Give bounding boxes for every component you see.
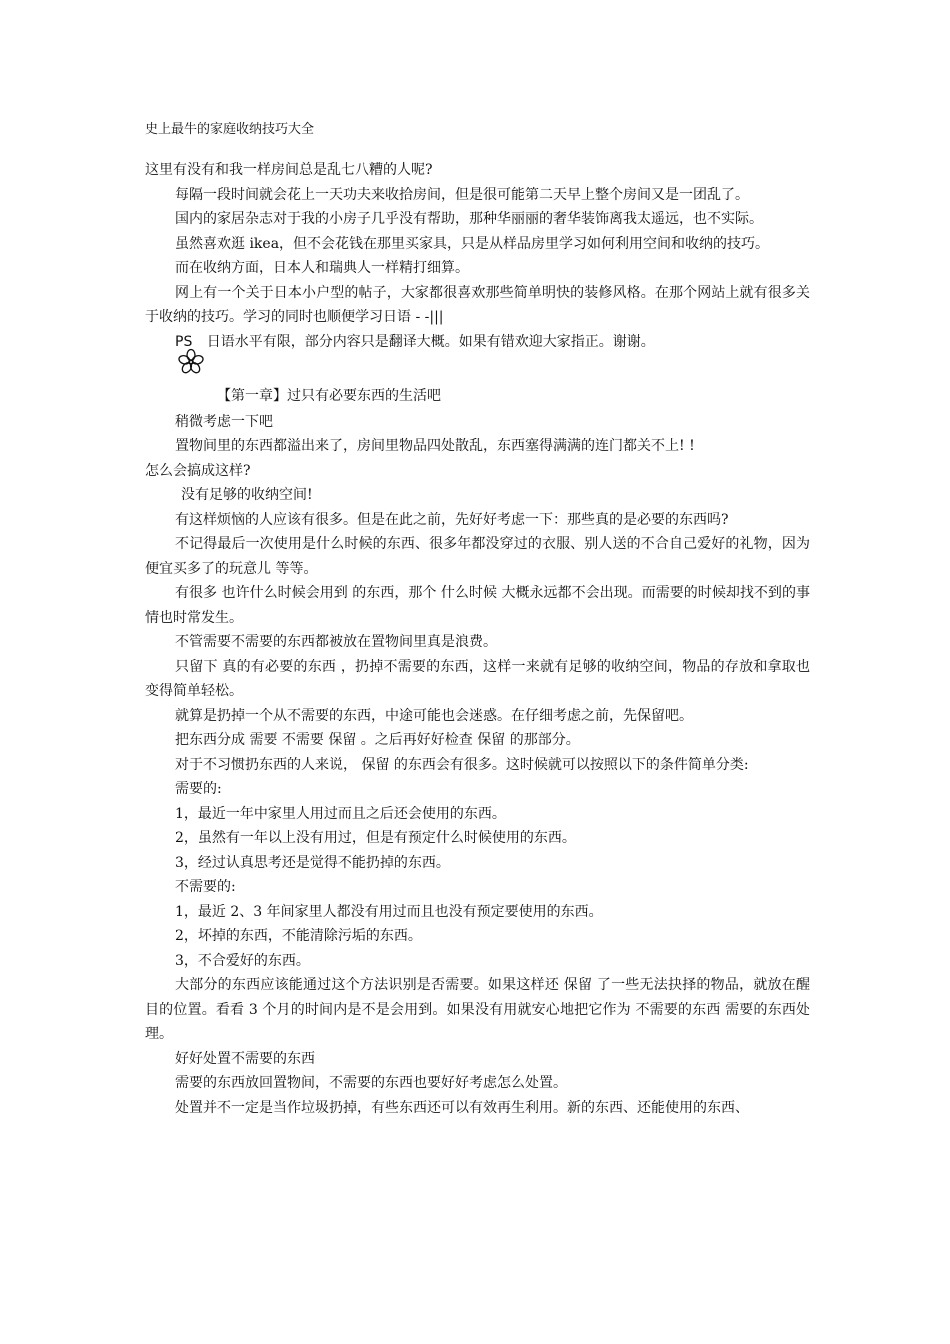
paragraph: 每隔一段时间就会花上一天功夫来收拾房间，但是很可能第二天早上整个房间又是一团乱了。 (175, 186, 749, 203)
list-item: 2，坏掉的东西，不能清除污垢的东西。 (175, 928, 422, 944)
paragraph: 处置并不一定是当作垃圾扔掉，有些东西还可以有效再生利用。新的东西、还能使用的东西、 (175, 1099, 749, 1116)
paragraph: 有很多 也许什么时候会用到 的东西，那个 什么时候 大概永远都不会出现。而需要的时候却找不到的事情也时常发生。 (145, 585, 810, 626)
list-item: 2，虽然有一年以上没有用过，但是有预定什么时候使用的东西。 (175, 830, 576, 846)
paragraph: 稍微考虑一下吧 (175, 413, 273, 430)
paragraph: 不需要的: (175, 879, 236, 895)
paragraph: 不记得最后一次使用是什么时候的东西、很多年都没穿过的衣服、别人送的不合自己爱好的礼物，因为便宜买多了的玩意儿 等等。 (145, 536, 810, 577)
paragraph: 对于不习惯扔东西的人来说， 保留 的东西会有很多。这时候就可以按照以下的条件简单分类: (175, 756, 749, 773)
paragraph: 有这样烦恼的人应该有很多。但是在此之前，先好好考虑一下：那些真的是必要的东西吗? (175, 511, 729, 528)
paragraph: 需要的东西放回置物间，不需要的东西也要好好考虑怎么处置。 (175, 1075, 567, 1091)
list-item: 3，不合爱好的东西。 (175, 952, 310, 969)
paragraph: 虽然喜欢逛 ikea，但不会花钱在那里买家具，只是从样品房里学习如何利用空间和收纳的技巧。 (175, 235, 770, 252)
paragraph: 网上有一个关于日本小户型的帖子，大家都很喜欢那些简单明快的装修风格。在那个网站上就有很多关于收纳的技巧。学习的同时也顺便学习日语 - -||| (145, 284, 810, 325)
paragraph: 这里有没有和我一样房间总是乱七八糟的人呢? (145, 162, 433, 178)
ps-note (145, 330, 810, 378)
document-body (145, 158, 810, 1120)
ps-text: 日语水平有限，部分内容只是翻译大概。如果有错欢迎大家指正。谢谢。 (206, 333, 655, 350)
ps-label: PS (175, 333, 193, 350)
chapter-heading: 【第一章】过只有必要东西的生活吧 (217, 387, 441, 404)
paragraph: 而在收纳方面，日本人和瑞典人一样精打细算。 (175, 260, 469, 276)
flower-icon (177, 348, 205, 376)
paragraph: 大部分的东西应该能通过这个方法识别是否需要。如果这样还 保留 了一些无法抉择的物品，就放在醒目的位置。看看 3 个月的时间内是不是会用到。如果没有用就安心地把它作为 不需要的东西 需要的东西处理。 (145, 977, 810, 1042)
document-title: 史上最牛的家庭收纳技巧大全 (145, 122, 315, 137)
paragraph: 怎么会搞成这样? (145, 462, 251, 479)
paragraph: 国内的家居杂志对于我的小房子几乎没有帮助，那种华丽丽的奢华装饰离我太遥远，也不实际。 (175, 211, 763, 227)
paragraph: 就算是扔掉一个从不需要的东西，中途可能也会迷惑。在仔细考虑之前，先保留吧。 (175, 707, 693, 724)
list-item: 1，最近一年中家里人用过而且之后还会使用的东西。 (175, 805, 506, 822)
paragraph: 需要的: (175, 781, 222, 797)
section-heading: 好好处置不需要的东西 (175, 1050, 315, 1067)
paragraph: 没有足够的收纳空间! (181, 487, 313, 503)
list-item: 1，最近 2、3 年间家里人都没有用过而且也没有预定要使用的东西。 (175, 903, 603, 920)
list-item: 3，经过认真思考还是觉得不能扔掉的东西。 (175, 854, 450, 871)
paragraph: 把东西分成 需要 不需要 保留 。之后再好好检查 保留 的那部分。 (175, 732, 580, 748)
paragraph: 不管需要不需要的东西都被放在置物间里真是浪费。 (175, 634, 497, 650)
paragraph: 置物间里的东西都溢出来了，房间里物品四处散乱，东西塞得满满的连门都关不上! ! (175, 438, 695, 454)
paragraph: 只留下 真的有必要的东西 ，扔掉不需要的东西，这样一来就有足够的收纳空间，物品的存放和拿取也变得简单轻松。 (145, 658, 810, 699)
